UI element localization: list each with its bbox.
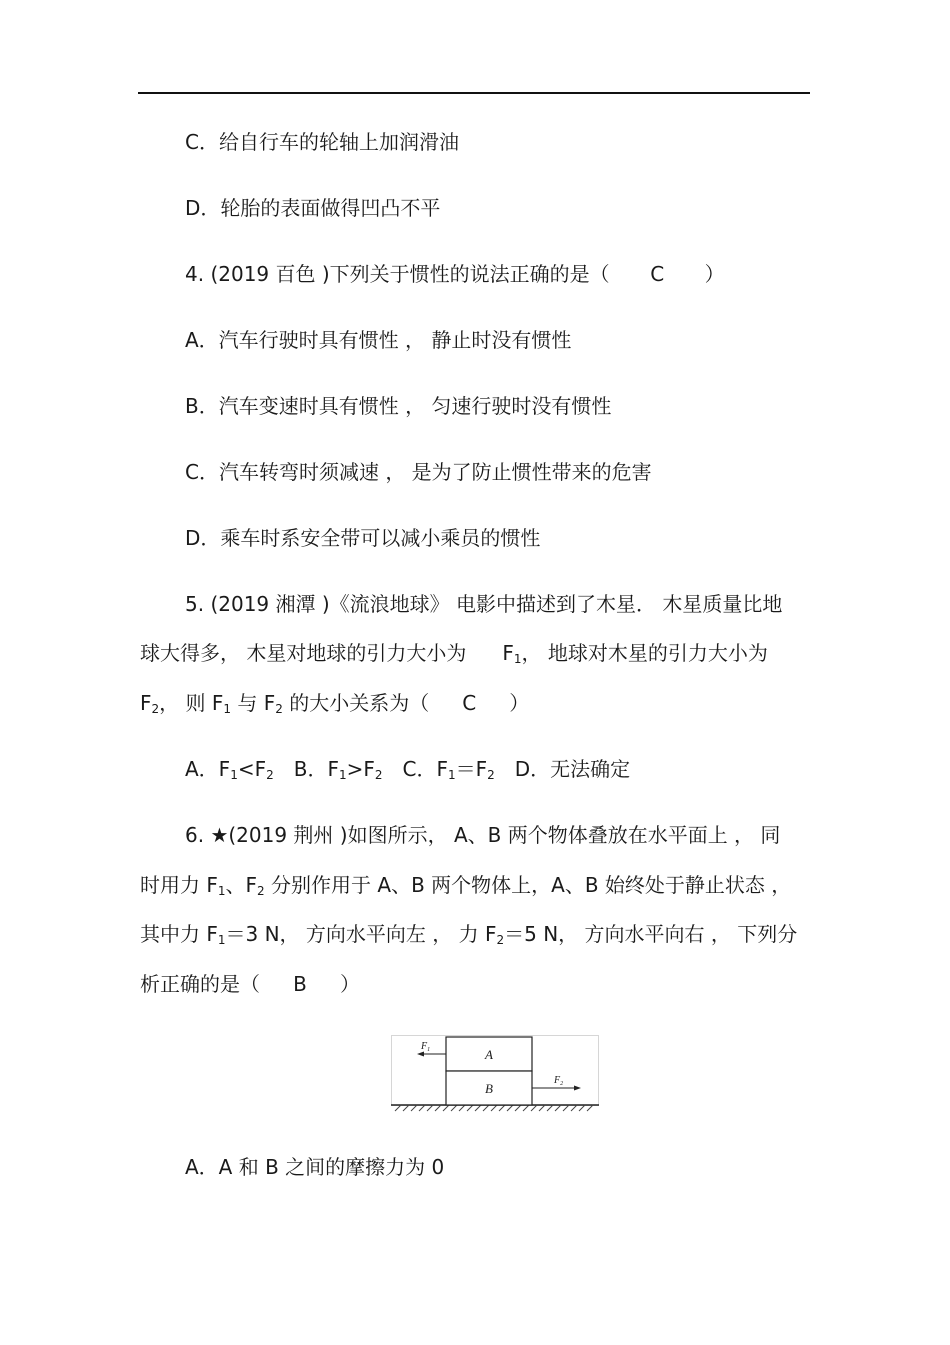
question-4-option-c: C．汽车转弯时须减速 ， 是为了防止惯性带来的危害 — [185, 460, 652, 484]
q5-option-c-mid: ＝F — [455, 757, 488, 781]
q5-line2-f-sub: 1 — [513, 652, 522, 666]
q6-line2-text-a: 时用力 F — [140, 873, 218, 897]
q5-option-b-mid: >F — [346, 757, 375, 781]
q5-line3-text-c: 的大小关系为（ — [282, 691, 430, 715]
q5-option-b-sub2: 2 — [374, 768, 383, 782]
q5-option-a-sub1: 1 — [230, 768, 238, 782]
question-6-close: ） — [340, 972, 360, 996]
question-6-line-3 — [140, 920, 797, 948]
q6-line3-sub2: 2 — [496, 933, 505, 947]
block-b-label: B — [485, 1081, 493, 1096]
q5-line3-text-b: 与 F — [231, 691, 276, 715]
question-4-option-b: B．汽车变速时具有惯性 ， 匀速行驶时没有惯性 — [185, 394, 612, 418]
question-6-line-2 — [140, 871, 791, 899]
question-5-line-1: 5. (2019 湘潭 )《流浪地球》 电影中描述到了木星． 木星质量比地 — [185, 592, 783, 616]
question-5-line-3 — [140, 689, 529, 717]
q5-option-c-sub2: 2 — [487, 768, 495, 782]
force2-letter: F — [554, 1075, 561, 1086]
option-c-prev: C．给自行车的轮轴上加润滑油 — [185, 130, 459, 154]
q5-option-c: C．F — [402, 757, 448, 781]
q5-option-a-mid: <F — [237, 757, 267, 781]
question-6-line-4 — [140, 970, 360, 998]
option-d-prev: D．轮胎的表面做得凹凸不平 — [185, 196, 441, 220]
force2-sub: 2 — [560, 1081, 564, 1087]
q5-line3-f: F — [140, 691, 152, 715]
q5-option-a: A．F — [185, 757, 231, 781]
question-6-option-a: A．A 和 B 之间的摩擦力为 0 — [185, 1155, 445, 1179]
blocks-figure — [391, 1035, 599, 1112]
q6-line3-sub1: 1 — [217, 933, 226, 947]
q6-line4-text: 析正确的是（ — [140, 972, 260, 996]
q6-line2-sub2: 2 — [257, 884, 265, 898]
q6-line3-text-a: 其中力 F — [140, 922, 218, 946]
force1-letter: F — [421, 1041, 428, 1052]
block-a-label: A — [485, 1047, 493, 1062]
question-4-text: 4. (2019 百色 )下列关于惯性的说法正确的是（ — [185, 262, 610, 286]
question-6-line-1: 6. ★(2019 荆州 )如图所示， A、B 两个物体叠放在水平面上 ， 同 — [185, 823, 781, 847]
q6-line2-text-b: 、F — [225, 873, 258, 897]
force1-arrowhead — [417, 1052, 424, 1057]
q6-line2-text-c: 分别作用于 A、B 两个物体上，A、B 始终处于静止状态 ， — [264, 873, 792, 897]
question-5-answer: C — [462, 691, 477, 715]
header-rule — [138, 92, 810, 94]
q5-option-b: B．F — [293, 757, 339, 781]
q5-option-c-sub1: 1 — [447, 768, 456, 782]
force2-arrowhead — [574, 1086, 581, 1091]
q5-line2-f: F — [502, 641, 514, 665]
q5-line2-text-a: 球大得多， 木星对地球的引力大小为 — [140, 641, 467, 665]
force1-label — [420, 1041, 430, 1053]
q5-option-a-sub2: 2 — [266, 768, 274, 782]
q5-option-b-sub1: 1 — [338, 768, 347, 782]
q5-line3-f-sub: 2 — [151, 702, 160, 716]
q5-line2-text-b: ， 地球对木星的引力大小为 — [521, 641, 768, 665]
question-4-answer: C — [650, 262, 665, 286]
question-5-options — [185, 755, 630, 783]
question-5-close: ） — [509, 691, 530, 715]
question-6-answer: B — [293, 972, 307, 996]
q5-line3-text-a: ， 则 F — [159, 691, 224, 715]
q6-line3-text-c: ＝5 N， 方向水平向右 ， 下列分 — [504, 922, 798, 946]
question-4-option-a: A．汽车行驶时具有惯性 ， 静止时没有惯性 — [185, 328, 572, 352]
question-4-option-d: D．乘车时系安全带可以减小乘员的惯性 — [185, 526, 541, 550]
q6-line2-sub1: 1 — [217, 884, 226, 898]
q6-line3-text-b: ＝3 N， 方向水平向左 ， 力 F — [225, 922, 497, 946]
question-5-line-2 — [140, 639, 768, 667]
q5-line3-sub-b: 2 — [275, 702, 283, 716]
question-4-close: ） — [704, 262, 725, 286]
force1-sub: 1 — [427, 1047, 431, 1053]
q5-line3-sub-a: 1 — [223, 702, 232, 716]
question-4-stem — [185, 260, 725, 288]
q5-option-d: D．无法确定 — [514, 757, 631, 781]
force2-label — [553, 1075, 563, 1087]
